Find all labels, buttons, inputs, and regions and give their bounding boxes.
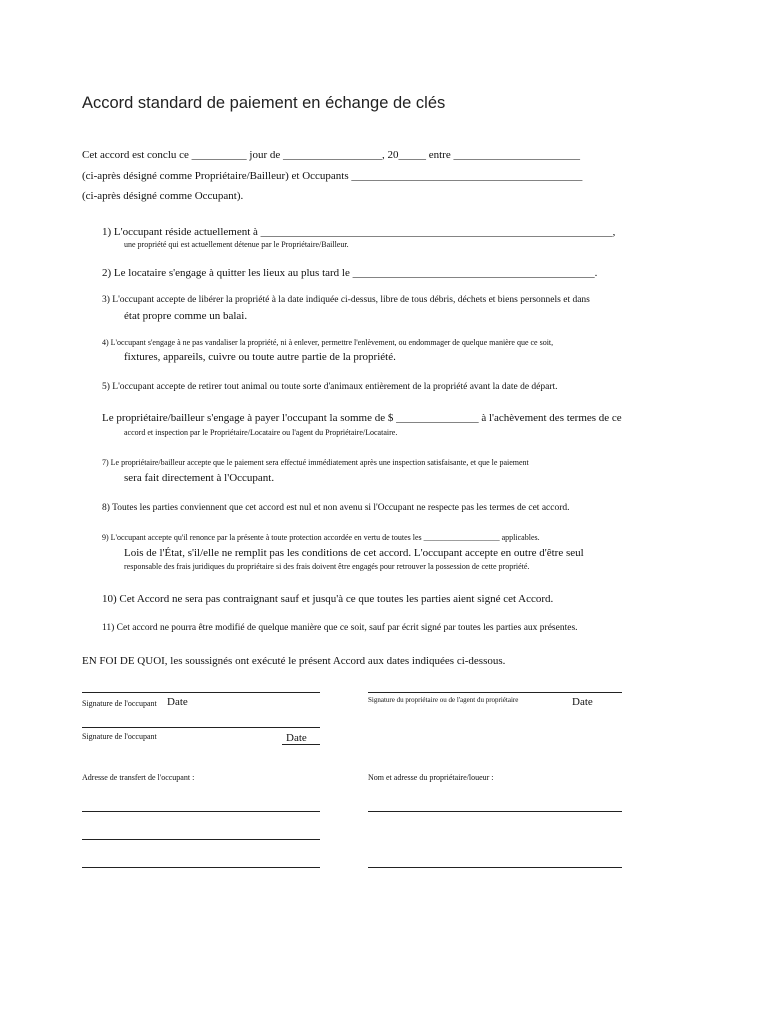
clause-5-text: 5) L'occupant accepte de retirer tout animal ou toute sorte d'animaux entièrement de la propriété avant la date de départ.: [102, 382, 558, 392]
clause-2-text: 2) Le locataire s'engage à quitter les lieux au plus tard le ____________________________________________.: [102, 267, 598, 279]
clause-1-text: 1) L'occupant réside actuellement à ________________________________________________________________,: [102, 226, 616, 238]
clause-3-continuation: état propre comme un balai.: [124, 310, 248, 322]
clause-8-text: 8) Toutes les parties conviennent que cet accord est nul et non avenu si l'Occupant ne respecte pas les termes de cet accord.: [102, 503, 570, 513]
clause-9-subtext: responsable des frais juridiques du propriétaire si des frais doivent être engagés pour retrouver la possession de cette propriété.: [124, 562, 530, 571]
clause-6-text: Le propriétaire/bailleur s'engage à payer l'occupant la somme de $ _______________ à l'achèvement des termes de ce: [102, 412, 622, 424]
clause-11-text: 11) Cet accord ne pourra être modifié de quelque manière que ce soit, sauf par écrit signé par toutes les parties aux présentes.: [102, 623, 578, 633]
intro-line-2: (ci-après désigné comme Propriétaire/Bailleur) et Occupants __________________________________________: [82, 170, 583, 182]
date-label-occupant-1: Date: [167, 696, 188, 708]
signature-label-occupant-2: Signature de l'occupant: [82, 732, 157, 741]
occupant-address-line-1: [82, 811, 320, 812]
occupant-address-label: Adresse de transfert de l'occupant :: [82, 773, 195, 782]
clause-4-continuation: fixtures, appareils, cuivre ou toute autre partie de la propriété.: [124, 351, 396, 363]
clause-1-subtext: une propriété qui est actuellement détenue par le Propriétaire/Bailleur.: [124, 240, 349, 249]
intro-line-3: (ci-après désigné comme Occupant).: [82, 190, 244, 202]
owner-address-line-2: [368, 867, 622, 868]
clause-10-text: 10) Cet Accord ne sera pas contraignant sauf et jusqu'à ce que toutes les parties aient signé cet Accord.: [102, 593, 554, 605]
witness-statement: EN FOI DE QUOI, les soussignés ont exécuté le présent Accord aux dates indiquées ci-dessous.: [82, 655, 506, 667]
signature-line-occupant-1: [82, 692, 320, 693]
signature-label-owner: Signature du propriétaire ou de l'agent du propriétaire: [368, 696, 519, 704]
date-label-occupant-2: Date: [286, 732, 307, 744]
owner-address-label: Nom et adresse du propriétaire/loueur :: [368, 773, 494, 782]
occupant-address-line-2: [82, 839, 320, 840]
date-line-occupant-2: [282, 744, 320, 745]
date-label-owner: Date: [572, 696, 593, 708]
intro-line-1: Cet accord est conclu ce __________ jour de __________________, 20_____ entre _______________________: [82, 149, 580, 161]
clause-7-text: 7) Le propriétaire/bailleur accepte que le paiement sera effectué immédiatement après une inspection satisfaisante, et que le paiement: [102, 458, 529, 467]
clause-3-text: 3) L'occupant accepte de libérer la propriété à la date indiquée ci-dessus, libre de tous débris, déchets et biens personnels et dans: [102, 295, 590, 305]
clause-6-subtext: accord et inspection par le Propriétaire/Locataire ou l'agent du Propriétaire/Locataire.: [124, 428, 398, 437]
document-title: Accord standard de paiement en échange de clés: [82, 94, 446, 112]
signature-line-occupant-2: [82, 727, 320, 728]
clause-9-text: 9) L'occupant accepte qu'il renonce par la présente à toute protection accordée en vertu de toutes les ___________________ applicables.: [102, 533, 540, 542]
owner-address-line-1: [368, 811, 622, 812]
clause-9-continuation: Lois de l'État, s'il/elle ne remplit pas les conditions de cet accord. L'occupant accepte en outre d'être seul: [124, 547, 584, 559]
clause-4-text: 4) L'occupant s'engage à ne pas vandaliser la propriété, ni à enlever, permettre l'enlèvement, ou endommager de quelque manière que ce soit,: [102, 338, 554, 347]
signature-line-owner: [368, 692, 622, 693]
signature-label-occupant-1: Signature de l'occupant: [82, 699, 157, 708]
clause-7-continuation: sera fait directement à l'Occupant.: [124, 472, 275, 484]
occupant-address-line-3: [82, 867, 320, 868]
